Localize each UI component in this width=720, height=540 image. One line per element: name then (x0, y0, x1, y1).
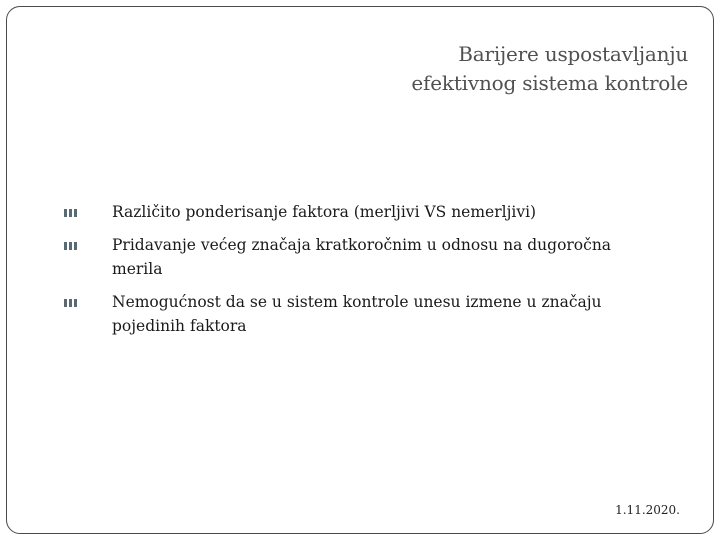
slide-date: 1.11.2020. (615, 503, 680, 517)
bullet-text-3: Nemogućnost da se u sistem kontrole unesu izmene u značaju pojedinih faktora (112, 293, 602, 335)
bullet-text-1: Različito ponderisanje faktora (merljivi VS nemerljivi) (112, 203, 537, 221)
slide-title-line-1: Barijere uspostavljanju (458, 42, 688, 66)
bar-bullet-icon (64, 209, 78, 217)
bullet-text-2: Pridavanje većeg značaja kratkoročnim u odnosu na dugoročna merila (112, 236, 612, 278)
slide-title-line-2: efektivnog sistema kontrole (411, 71, 688, 95)
bullet-item-1 (0, 200, 700, 224)
bar-bullet-icon (64, 242, 78, 250)
slide-title (268, 40, 688, 98)
bullet-list (0, 200, 700, 347)
bullet-item-2 (0, 233, 700, 281)
bar-bullet-icon (64, 299, 78, 307)
bullet-item-3 (0, 290, 700, 338)
